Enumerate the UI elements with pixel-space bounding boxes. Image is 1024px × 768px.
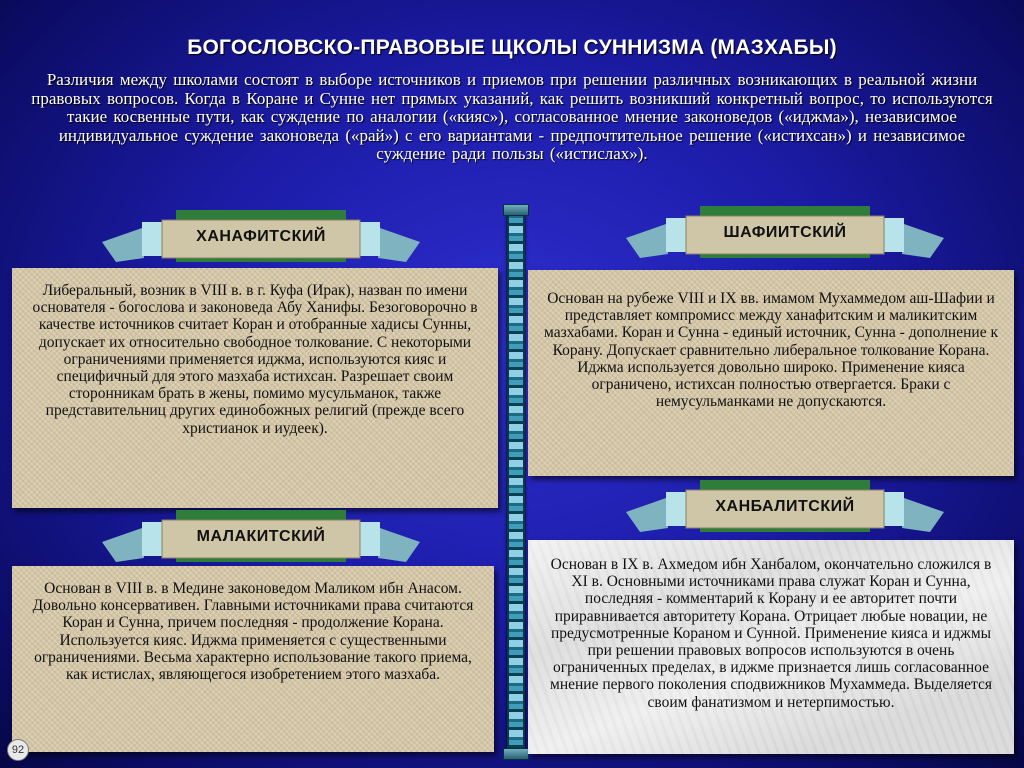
hanbali-text: Основан в IX в. Ахмедом ибн Ханбалом, окончательно сложился в XI в. Основными источниками права служат Коран и Сунна, последняя - комментарий к Корану и ее авторитет почти приравнивается авторитету Корана. Отрицает любые новации, не предусмотренные Кораном и Сунной. Применение кияса и иджмы при решении правовых вопросов используются в очень ограниченных пределах, в иджме признается лишь согласованное мнение первого поколения сподвижников Мухаммеда. Выделяется своим фанатизмом и нетерпимостью. <box>550 556 992 711</box>
pillar-cap-bottom <box>503 748 529 760</box>
maliki-text: Основан в VIII в. в Медине законоведом Маликом ибн Анасом. Довольно консервативен. Главными источниками права считаются Коран и Сунна, причем последняя - продолжение Корана. Используется кияс. Иджма применяется с существенными ограничениями. Весьма характерно использование такого приема, как истислах, являющегося изобретением этого мазхаба. <box>32 580 474 684</box>
pillar-cap-top <box>503 204 529 216</box>
hanafi-label: ХАНАФИТСКИЙ <box>196 228 326 245</box>
hanbali-ribbon <box>626 478 944 540</box>
shafii-label: ШАФИИТСКИЙ <box>723 224 847 241</box>
hanbali-label: ХАНБАЛИТСКИЙ <box>715 498 855 515</box>
shafii-ribbon <box>626 204 944 266</box>
decorative-pillar <box>507 208 525 754</box>
page-number: 92 <box>7 739 29 761</box>
intro-paragraph: Различия между школами состоят в выборе источников и приемов при решении различных возникающих в реальной жизни правовых вопросов. Когда в Коране и Сунне нет прямых указаний, как решить возникший конкретный вопрос, то используются такие косвенные пути, как суждение по аналогии («кияс»), согласованное мнение законоведов («иджма»), независимое индивидуальное суждение законоведа («рай») с его вариантами - предпочтительное решение («истихсан») и независимое суждение ради пользы («истислах»). <box>31 70 993 164</box>
hanafi-text: Либеральный, возник в VIII в. в г. Куфа (Ирак), назван по имени основателя - богослова и законоведа Абу Ханифы. Безоговорочно в качестве источников считает Коран и отобранные хадисы Сунны, допускает их относительно свободное толкование. С некоторыми ограничениями применяется иджма, используются кияс и специфичный для этого мазхаба истихсан. Разрешает своим сторонникам брать в жены, помимо мусульманок, также представительниц других единобожных религий (прежде всего христианок и иудеек). <box>32 282 478 437</box>
shafii-panel <box>528 270 1014 476</box>
hanafi-ribbon <box>102 208 420 270</box>
maliki-label: МАЛАКИТСКИЙ <box>196 528 326 545</box>
shafii-text: Основан на рубеже VIII и IX вв. имамом Мухаммедом аш-Шафии и представляет компромисс между ханафитским и маликитским мазхабами. Коран и Сунна - единый источник, Сунна - дополнение к Корану. Допускает сравнительно либеральное толкование Корана. Иджма используется довольно широко. Применение кияса ограничено, истихсан полностью отвергается. Браки с немусульманками не допускаются. <box>544 290 998 411</box>
hanbali-panel <box>528 540 1014 754</box>
hanafi-panel <box>12 268 498 508</box>
maliki-ribbon <box>102 508 420 570</box>
page-title: БОГОСЛОВСКО-ПРАВОВЫЕ ЩКОЛЫ СУННИЗМА (МАЗХАБЫ) <box>187 36 837 59</box>
maliki-panel <box>12 566 494 752</box>
